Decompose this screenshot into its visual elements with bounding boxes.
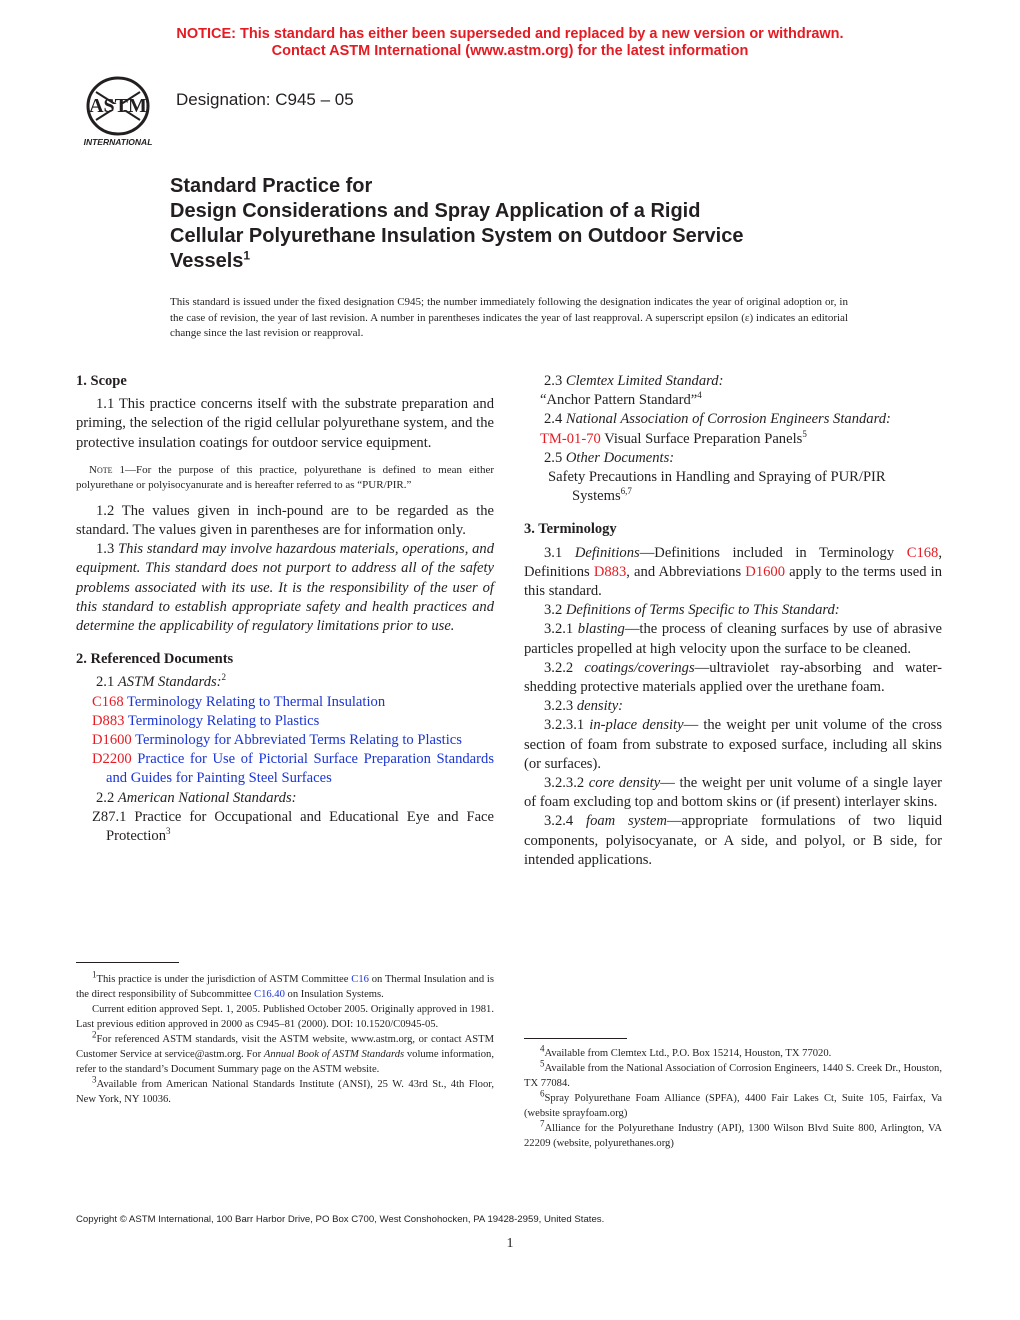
notice-line-1: NOTICE: This standard has either been superseded and replaced by a new version or withdrawn. — [176, 26, 844, 42]
right-column — [524, 372, 942, 870]
safety-text: Safety Precautions in Handling and Spraying of PUR/PIR Systems — [548, 469, 886, 505]
z87-ref — [76, 808, 494, 846]
committee-c16-link[interactable]: C16 — [351, 974, 369, 985]
section-3-2-4-number: 3.2.4 — [544, 813, 587, 830]
section-3-2-3-2-term: core density — [588, 775, 661, 792]
section-3-1-text-a: —Definitions included in Terminology — [639, 544, 907, 561]
section-3-2-3-1-number: 3.2.3.1 — [544, 717, 590, 734]
subcommittee-c1640-link[interactable]: C16.40 — [254, 989, 285, 1000]
section-3-2-3-2 — [524, 774, 942, 812]
footnote-6 — [524, 1088, 942, 1121]
document-title — [170, 174, 890, 274]
section-2-2 — [76, 789, 494, 808]
z87-text: Z87.1 Practice for Occupational and Educational Eye and Face Protection — [92, 808, 494, 845]
section-3-2-3-number: 3.2.3 — [544, 698, 577, 715]
ref-code-link[interactable]: D883 — [92, 712, 125, 729]
title-line-4: Vessels — [170, 250, 244, 272]
footnote-3-number: 3 — [92, 1074, 97, 1085]
footnote-rule-left — [76, 962, 179, 963]
section-3-2-2-text: —ultraviolet ray-absorbing and water-shedding protective materials applied over the urethane foam. — [524, 659, 942, 696]
footnote-1-text-a: This practice is under the jurisdiction of ASTM Committee — [96, 974, 352, 985]
anchor-pattern-text: “Anchor Pattern Standard” — [540, 392, 698, 409]
ref-title-link[interactable]: Terminology for Abbreviated Terms Relating to Plastics — [131, 732, 462, 749]
notice-line-2: Contact ASTM International (www.astm.org) for the latest information — [271, 43, 749, 59]
section-3-2-3 — [524, 697, 942, 716]
footnote-1-text-c: on Insulation Systems. — [284, 989, 384, 1000]
footnote-2 — [76, 1029, 494, 1077]
withdrawal-notice — [0, 26, 1020, 60]
section-3-2-3-1 — [524, 716, 942, 774]
section-3-2-3-term: density: — [576, 698, 624, 715]
section-3-heading: 3. Terminology — [524, 521, 617, 538]
footnote-rule-right — [524, 1038, 627, 1039]
section-3-2-3-1-text: — the weight per unit volume of the cross section of foam from substrate to exposed surface, including all skins (or surfaces). — [524, 717, 943, 772]
section-2-heading: 2. Referenced Documents — [76, 651, 234, 668]
section-2-1 — [76, 673, 494, 692]
footnote-2-book-title: Annual Book of ASTM Standards — [263, 1049, 405, 1060]
tm-footnote-ref: 5 — [802, 428, 807, 439]
section-3-1-text-b: , Definitions — [524, 544, 943, 580]
section-2-2-number: 2.2 — [96, 789, 118, 806]
section-1-3 — [76, 540, 494, 636]
footnote-4-text: Available from Clemtex Ltd., P.O. Box 15214, Houston, TX 77020. — [544, 1048, 832, 1059]
section-2-1-number: 2.1 — [96, 674, 118, 691]
footnote-7-number: 7 — [540, 1118, 545, 1129]
note-1 — [76, 463, 494, 494]
logo-international: INTERNATIONAL — [83, 137, 153, 147]
copyright: Copyright © ASTM International, 100 Barr Harbor Drive, PO Box C700, West Conshohocken, PA 19428-2959, United States. — [76, 1214, 605, 1225]
tm-text: Visual Surface Preparation Panels — [600, 430, 803, 447]
section-2-4-number: 2.4 — [544, 411, 566, 428]
footnote-2-number: 2 — [92, 1029, 97, 1040]
section-3-2-4-text: —appropriate formulations of two liquid components, polyisocyanate, or A side, and polyol, or B side, for intended applications. — [524, 813, 942, 868]
footnote-4 — [524, 1043, 942, 1061]
section-2-5 — [524, 449, 942, 468]
section-3-2-3-2-number: 3.2.3.2 — [544, 775, 589, 792]
section-3-2-2-term: coatings/coverings — [584, 659, 695, 676]
d883-link[interactable]: D883 — [593, 563, 627, 580]
footnotes-left — [76, 969, 494, 1107]
ref-item — [76, 712, 494, 731]
section-3-1-text-d: apply to the terms used in this standard. — [524, 563, 942, 600]
footnote-3-text: Available from American National Standards Institute (ANSI), 25 W. 43rd St., 4th Floor, New York, NY 10036. — [76, 1079, 494, 1105]
footnote-2-text-b: volume information, refer to the standard’s Document Summary page on the ASTM website. — [76, 1049, 494, 1075]
section-3-1-text-c: , and Abbreviations — [626, 563, 746, 580]
tm-code-link[interactable]: TM-01-70 — [540, 430, 601, 447]
footnote-3 — [76, 1074, 494, 1107]
section-3-2-1-text: —the process of cleaning surfaces by use of abrasive particles propelled at high velocity upon the surface to be cleaned. — [524, 621, 942, 657]
preamble: This standard is issued under the fixed designation C945; the number immediately following the designation indicates the year of original adoption or, in the case of revision, the year of last revision. A number in parentheses indicates the year of last reapproval. A superscript epsilon (ε) indicates an editorial change since the last revision or reapproval. — [170, 296, 848, 339]
astm-logo — [76, 74, 160, 150]
page-number: 1 — [506, 1236, 514, 1251]
tm-ref — [524, 430, 942, 449]
footnote-4-number: 4 — [540, 1043, 545, 1054]
note-1-label: Note 1 — [89, 463, 125, 476]
anchor-pattern-ref — [524, 391, 942, 410]
footnote-5-number: 5 — [540, 1058, 545, 1069]
section-3-1-term: Definitions — [574, 544, 640, 561]
section-3-2-2-number: 3.2.2 — [544, 659, 585, 676]
designation: Designation: C945 – 05 — [176, 90, 354, 109]
section-2-5-number: 2.5 — [544, 449, 566, 466]
title-line-1: Standard Practice for — [170, 175, 373, 197]
safety-footnote-ref: 6,7 — [620, 486, 632, 497]
section-3-1-number: 3.1 — [544, 544, 575, 561]
section-3-2-text: Definitions of Terms Specific to This Standard: — [565, 602, 840, 619]
section-3-2-4 — [524, 812, 942, 870]
title-line-3: Cellular Polyurethane Insulation System on Outdoor Service — [170, 225, 744, 247]
section-2-5-text: Other Documents: — [565, 449, 675, 466]
astm-logo-mark — [76, 74, 160, 150]
section-3-2-4-term: foam system — [586, 813, 667, 830]
safety-ref — [524, 468, 942, 506]
section-3-2-1 — [524, 620, 942, 658]
section-3-2-3-2-text: — the weight per unit volume of a single layer of foam excluding top and bottom skins or (if present) interlayer skins. — [524, 775, 943, 811]
note-1-text: —For the purpose of this practice, polyurethane is defined to mean either polyurethane or polyisocyanurate and is hereafter referred to as “PUR/PIR.” — [76, 463, 494, 492]
z87-footnote-ref: 3 — [166, 826, 171, 837]
title-line-2: Design Considerations and Spray Application of a Rigid — [170, 200, 701, 222]
section-2-3-text: Clemtex Limited Standard: — [565, 373, 724, 389]
footnotes-right — [524, 1043, 942, 1151]
logo-letters: ASTM — [89, 95, 147, 117]
section-1-3-number: 1.3 — [96, 541, 118, 558]
section-3-2-1-term: blasting — [577, 621, 625, 638]
section-2-3 — [524, 372, 942, 391]
ref-item — [76, 750, 494, 788]
section-2-4 — [524, 410, 942, 429]
title-footnote-ref: 1 — [243, 248, 251, 263]
footnote-2-text-a: For referenced ASTM standards, visit the ASTM website, www.astm.org, or contact ASTM Customer Service at service@astm.org. For — [76, 1034, 494, 1060]
ref-code-link[interactable]: D1600 — [92, 732, 132, 749]
footnote-1 — [76, 969, 494, 1002]
section-2-2-text: American National Standards: — [117, 789, 297, 806]
section-3-1 — [524, 544, 942, 602]
section-3-2-2 — [524, 659, 942, 697]
footnote-1-edition: Current edition approved Sept. 1, 2005. Published October 2005. Originally approved in 1981. Last previous edition approved in 2000 as C945–81 (2000). DOI: 10.1520/C0945-05. — [76, 1004, 494, 1030]
section-1-3-text: This standard may involve hazardous materials, operations, and equipment. This standard does not purport to address all of the safety problems associated with its use. It is the responsibility of the user of this standard to establish appropriate safety and health practices and determine the applicability of regulatory limitations prior to use. — [76, 541, 494, 635]
d1600-link[interactable]: D1600 — [745, 563, 786, 580]
footnote-1-number: 1 — [92, 969, 97, 980]
footnote-1-text-b: on Thermal Insulation and is the direct responsibility of Subcommittee — [76, 974, 494, 1000]
footnote-6-number: 6 — [540, 1088, 545, 1099]
ref-title-link[interactable]: Terminology Relating to Plastics — [124, 712, 320, 729]
section-3-2 — [524, 601, 942, 620]
section-1-2: 1.2 The values given in inch-pound are to be regarded as the standard. The values given in parentheses are for information only. — [76, 502, 494, 539]
c168-link[interactable]: C168 — [906, 544, 939, 561]
section-3-2-3-1-term: in-place density — [589, 717, 684, 734]
section-3-2-1-number: 3.2.1 — [544, 621, 578, 638]
section-2-1-text: ASTM Standards: — [117, 674, 222, 691]
section-2-3-number: 2.3 — [544, 373, 566, 389]
footnote-5-text: Available from the National Association of Corrosion Engineers, 1440 S. Creek Dr., Houston, TX 77084. — [524, 1063, 942, 1089]
section-1-1: 1.1 This practice concerns itself with the substrate preparation and priming, the selection of the rigid cellular polyurethane system, and the protective insulation coatings for outdoor service equipment. — [76, 396, 494, 451]
ref-item — [76, 693, 494, 712]
section-3-2-number: 3.2 — [544, 602, 566, 619]
ref-item — [76, 731, 494, 750]
section-2-1-footnote-ref: 2 — [221, 672, 227, 683]
section-1-heading: 1. Scope — [76, 373, 127, 389]
left-column — [76, 372, 494, 846]
anchor-footnote-ref: 4 — [697, 390, 702, 401]
footnote-6-text: Spray Polyurethane Foam Alliance (SPFA), 4400 Fair Lakes Ct, Suite 105, Fairfax, Va (website sprayfoam.org) — [524, 1093, 942, 1119]
ref-title-link[interactable]: Practice for Use of Pictorial Surface Preparation Standards and Guides for Painting Steel Surfaces — [106, 751, 494, 787]
ref-code-link[interactable]: C168 — [92, 693, 124, 710]
ref-title-link[interactable]: Terminology Relating to Thermal Insulation — [123, 693, 386, 710]
ref-code-link[interactable]: D2200 — [92, 751, 132, 768]
footnote-5 — [524, 1058, 942, 1091]
footnote-7-text: Alliance for the Polyurethane Industry (API), 1300 Wilson Blvd Suite 800, Arlington, VA 22209 (website, polyurethanes.org) — [524, 1123, 942, 1149]
footnote-7 — [524, 1118, 942, 1151]
section-2-4-text: National Association of Corrosion Engineers Standard: — [565, 411, 891, 428]
